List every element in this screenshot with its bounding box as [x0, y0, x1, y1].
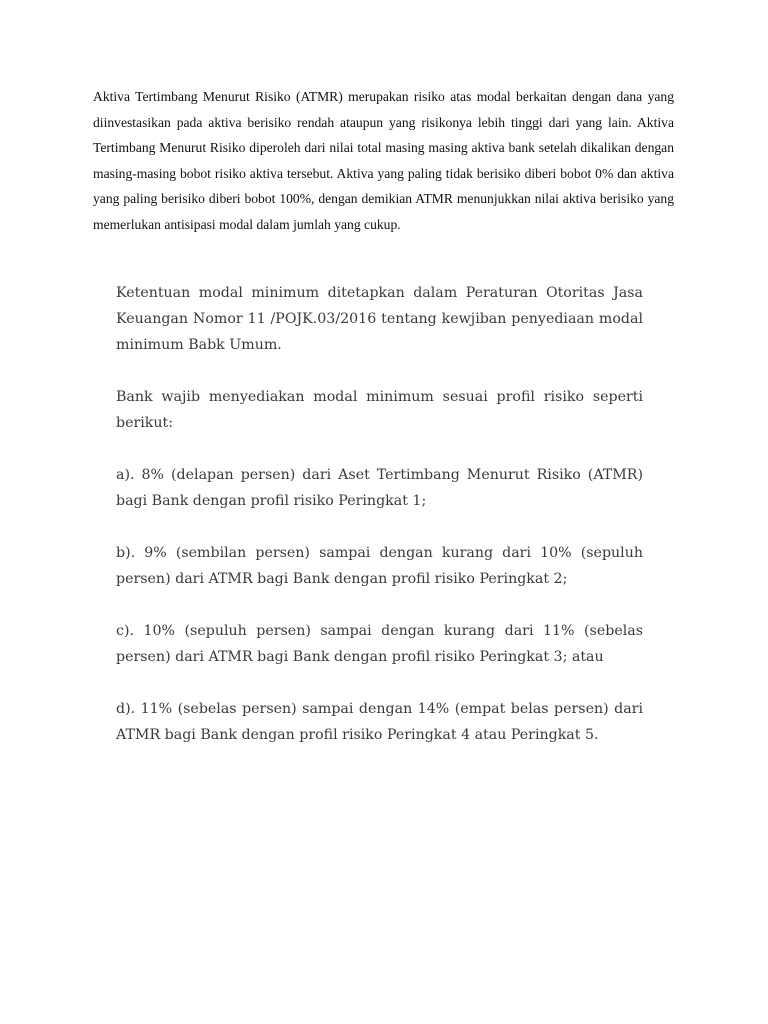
quote-paragraph-requirement: Bank wajib menyediakan modal minimum sesuai profil risiko seperti berikut:	[116, 389, 643, 431]
regulation-quote-block	[116, 280, 643, 748]
intro-paragraph: Aktiva Tertimbang Menurut Risiko (ATMR) merupakan risiko atas modal berkaitan dengan dana yang diinvestasikan pada aktiva berisiko rendah ataupun yang risikonya lebih tinggi dari yang lain. Aktiva Tertimbang Menurut Risiko diperoleh dari nilai total masing masing aktiva bank setelah dikalikan dengan masing-masing bobot risiko aktiva tersebut. Aktiva yang paling tidak berisiko diberi bobot 0% dan aktiva yang paling berisiko diberi bobot 100%, dengan demikian ATMR menunjukkan nilai aktiva berisiko yang memerlukan antisipasi modal dalam jumlah yang cukup.	[93, 89, 674, 232]
quote-paragraph-regulation: Ketentuan modal minimum ditetapkan dalam Peraturan Otoritas Jasa Keuangan Nomor 11 /POJK.03/2016 tentang kewjiban penyediaan modal minimum Babk Umum.	[116, 285, 643, 353]
quote-list-item-b: b). 9% (sembilan persen) sampai dengan kurang dari 10% (sepuluh persen) dari ATMR bagi Bank dengan profil risiko Peringkat 2;	[116, 545, 643, 587]
quote-list-item-d: d). 11% (sebelas persen) sampai dengan 14% (empat belas persen) dari ATMR bagi Bank dengan profil risiko Peringkat 4 atau Peringkat 5.	[116, 701, 643, 743]
quote-list-item-a: a). 8% (delapan persen) dari Aset Tertimbang Menurut Risiko (ATMR) bagi Bank dengan profil risiko Peringkat 1;	[116, 467, 643, 509]
quote-list-item-c: c). 10% (sepuluh persen) sampai dengan kurang dari 11% (sebelas persen) dari ATMR bagi Bank dengan profil risiko Peringkat 3; atau	[116, 623, 643, 665]
